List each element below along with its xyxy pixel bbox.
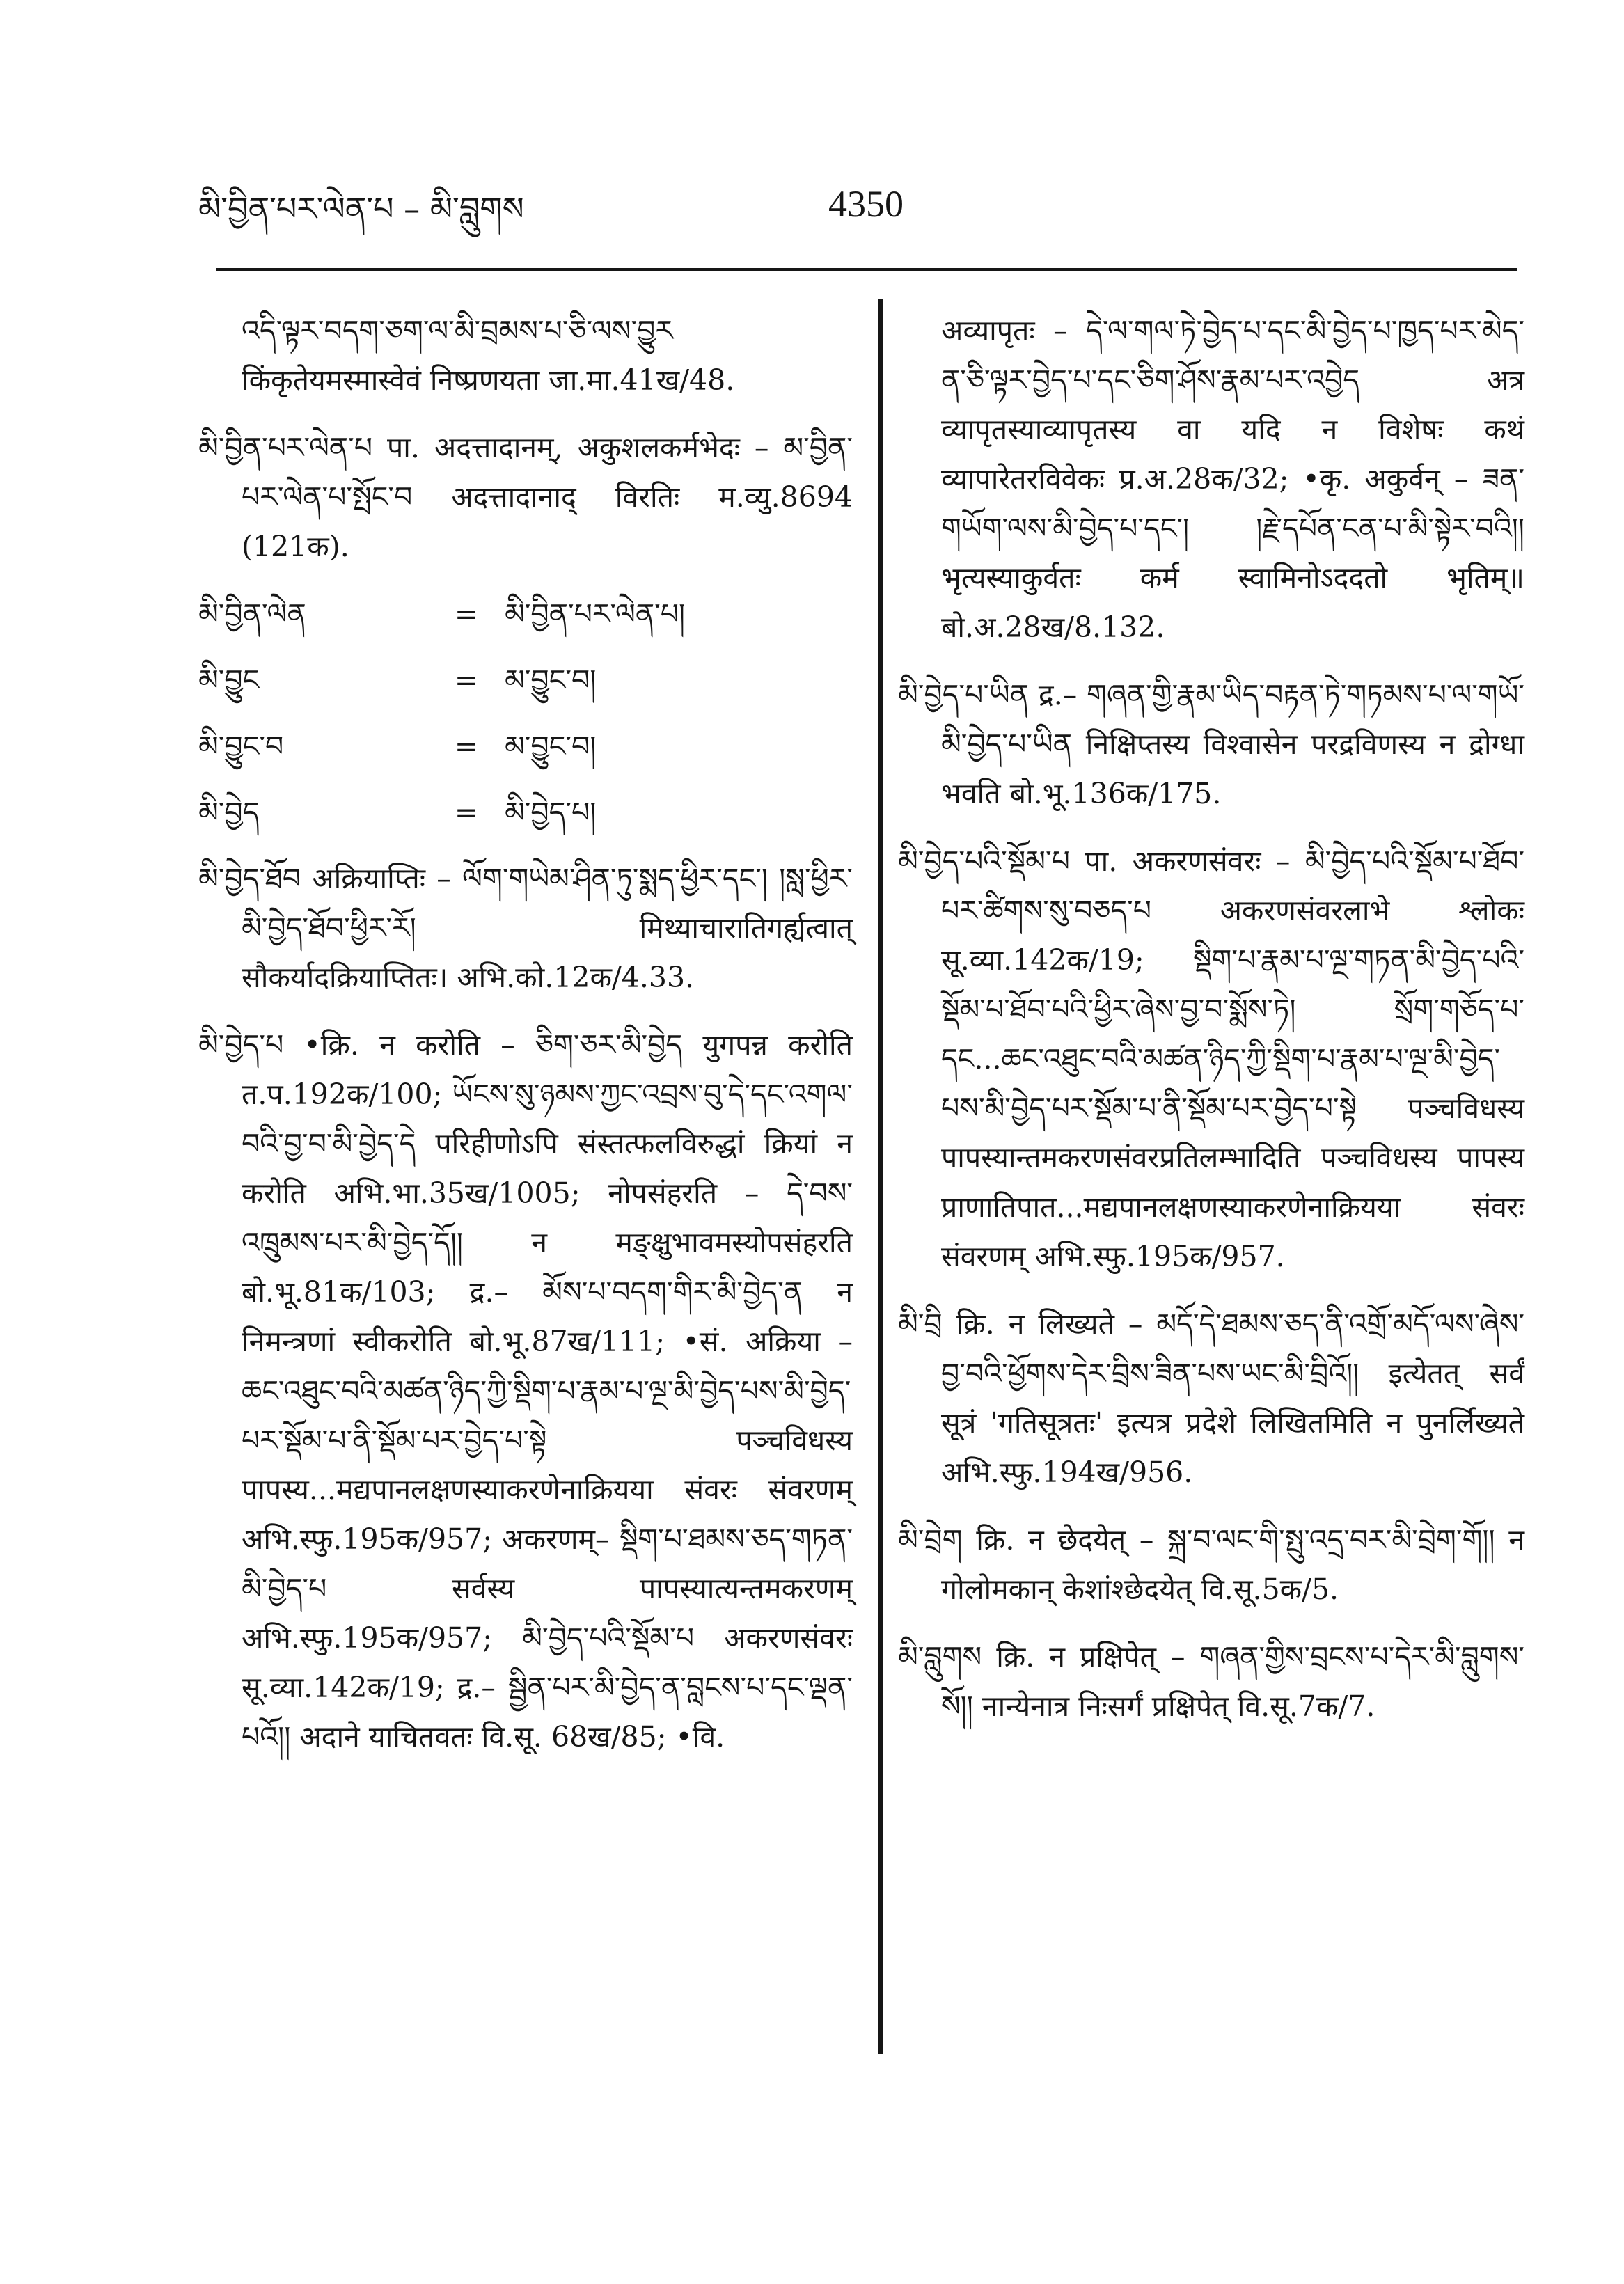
- header-rule: [216, 268, 1517, 271]
- column-divider: [878, 299, 883, 2054]
- xref-term: མི་བྱིན་ལེན: [198, 597, 306, 631]
- dictionary-entry: མི་བླུགས क्रि. न प्रक्षिपेत् – གཞན་གྱིས་བྲངས་པ་དེར་མི་བླུགས་སོ།། नान्येनात्र निःसर्गं प्रक्षिपेत् वि.सू.7क/7.: [898, 1640, 1524, 1723]
- xref-target: མ་བྱུང་བ།: [505, 663, 597, 697]
- dictionary-entry: མི་བྱེད་པའི་སྡོམ་པ पा. अकरणसंवरः – མི་བྱེད་པའི་སྡོམ་པ་ཐོབ་པར་ཚིགས་སུ་བཅད་པ अकरणसंवरलाभे श्लोकः सू.व्या.142क/19; སྡིག་པ་རྣམ་པ་ལྔ་གཏན་མི་བྱེད་པའི་སྡོམ་པ་ཐོབ་པའི་ཕྱིར་ཞེས་བྱ་བ་སྨོས་ཏེ། སྲོག་གཅོད་པ་དང...ཆང་འཐུང་བའི་མཚན་ཉིད་ཀྱི་སྡིག་པ་རྣམ་པ་ལྔ་མི་བྱེད་པས་མི་བྱེད་པར་སྡོམ་པ་ནི་སྡོམ་པར་བྱེད་པ་སྟེ पञ्चविधस्य पापस्यान्तमकरणसंवरप्रतिलम्भादिति पञ्चविधस्य पापस्य प्राणातिपात...मद्यपानलक्षणस्याकरणेनाक्रियया संवरः संवरणम् अभि.स्फु.195क/957.: [898, 844, 1524, 1273]
- dictionary-entry: མི་བྱེད་པ •क्रि. न करोति – ཅིག་ཅར་མི་བྱེད युगपन्न करोति त.प.192क/100; ཡོངས་སུ་ཉམས་ཀྱང་འབྲས་བུ་དེ་དང་འགལ་བའི་བྱ་བ་མི་བྱེད་དེ परिहीणोऽपि संस्तत्फलविरुद्धां क्रियां न करोति अभि.भा.35ख/1005; नोपसंहरति – དེ་བས་འཁྲུམས་པར་མི་བྱེད་དོ།། न मङ्क्षुभावमस्योपसंहरति बो.भू.81क/103; द्र.– མོས་པ་བདག་གིར་མི་བྱེད་ན न निमन्त्रणां स्वीकरोति बो.भू.87ख/111; •सं. अक्रिया – ཆང་འཐུང་བའི་མཚན་ཉིད་ཀྱི་སྡིག་པ་རྣམ་པ་ལྔ་མི་བྱེད་པས་མི་བྱེད་པར་སྡོམ་པ་ནི་སྡོམ་པར་བྱེད་པ་སྟེ पञ्चविधस्य पापस्य...मद्यपानलक्षणस्याकरणेनाक्रियया संवरः संवरणम् अभि.स्फु.195क/957; अकरणम्– སྡིག་པ་ཐམས་ཅད་གཏན་མི་བྱེད་པ सर्वस्य पापस्यात्यन्तमकरणम् अभि.स्फु.195क/957; མི་བྱེད་པའི་སྡོམ་པ अकरणसंवरः सू.व्या.142क/19; द्र.– སྦྱིན་པར་མི་བྱེད་ན་བླངས་པ་དང་ལྡན་པའོ།། अदाने याचितवतः वि.सू. 68ख/85; •वि.: [198, 1028, 853, 1754]
- cross-reference: [198, 788, 853, 837]
- xref-term: མི་བྱེད: [198, 796, 260, 829]
- page-number: 4350: [828, 183, 904, 225]
- left-column: [198, 306, 853, 1780]
- continuation-text: अव्यापृतः – དེ་ལ་གལ་ཏེ་བྱེད་པ་དང་མི་བྱེད་པ་ཁྱད་པར་མེད་ན་ཅི་ལྟར་བྱེད་པ་དང་ཅིག་ཤོས་རྣམ་པར་འབྱེད अत्र व्यापृतस्याव्यापृतस्य वा यदि न विशेषः कथं व्यापारेतरविवेकः प्र.अ.28क/32; •कृ. अकुर्वन् – ཟན་གཡོག་ལས་མི་བྱེད་པ་དང་། །རྗེ་དཔོན་ངན་པ་མི་སྟེར་བའི།། भृत्यस्याकुर्वतः कर्म स्वामिनोऽददतो भृतिम्॥ बो.अ.28ख/8.132.: [941, 314, 1524, 644]
- cross-reference: [198, 590, 853, 639]
- xref-equals: =: [454, 663, 479, 697]
- dictionary-entry: མི་བྱེད་པ་ཡིན द्र.– གཞན་གྱི་རྣམ་ཡིད་བརྟན་ཏེ་གཏམས་པ་ལ་གཡོ་མི་བྱེད་པ་ཡིན निक्षिप्तस्य विश्वासेन परद्रविणस्य न द्रोग्धा भवति बो.भू.136क/175.: [898, 678, 1524, 810]
- xref-target: མ་བྱུང་བ།: [505, 730, 597, 763]
- dictionary-entry: མི་བྲི क्रि. न लिख्यते – མདོ་དེ་ཐམས་ཅད་ནི་འགྲོ་མདོ་ལས་ཞེས་བྱ་བའི་ཕྱོགས་དེར་བྲིས་ཟིན་པས་ཡང་མི་བྲིའོ།། इत्येतत् सर्वं सूत्रं 'गतिसूत्रतः' इत्यत्र प्रदेशे लिखितमिति न पुनर्लिख्यते अभि.स्फु.194ख/956.: [898, 1307, 1524, 1489]
- dictionary-entry: མི་བྱིན་པར་ལེན་པ पा. अदत्तादानम्, अकुशलकर्मभेदः – མ་བྱིན་པར་ལེན་པ་སྤོང་བ अदत्तादानाद् विरतिः म.व्यु.8694 (121क).: [198, 431, 853, 563]
- xref-equals: =: [454, 597, 479, 631]
- xref-equals: =: [454, 730, 479, 763]
- xref-target: མི་བྱེད་པ།: [505, 796, 597, 829]
- dictionary-entry: མི་བྲེག क्रि. न छेदयेत् – སྐྲ་བ་ལང་གི་སྤུ་འདྲ་བར་མི་བྲེག་གོ།། न गोलोमकान् केशांश्छेदयेत् वि.सू.5क/5.: [898, 1523, 1524, 1606]
- dictionary-entry: མི་བྱེད་ཐོབ अक्रियाप्तिः – ལོག་གཡེམ་ཤིན་ཏུ་སྨད་ཕྱིར་དང་། །སླ་ཕྱིར་མི་བྱེད་ཐོབ་ཕྱིར་རོ། मिथ्याचारातिगर्ह्यत्वात् सौकर्यादक्रियाप्तितः। अभि.को.12क/4.33.: [198, 862, 853, 994]
- cross-reference: [198, 656, 853, 705]
- xref-term: མི་བྱུང་བ: [198, 730, 284, 763]
- continuation-text: འདི་ལྟར་བདག་ཅག་ལ་མི་བྲམས་པ་ཅི་ལས་བྱུར किंकृतेयमस्मास्वेवं निष्प्रणयता जा.मा.41ख/48.: [242, 314, 735, 397]
- xref-target: མི་བྱིན་པར་ལེན་པ།: [505, 597, 686, 631]
- xref-term: མི་བྱུང: [198, 663, 260, 697]
- running-head: མི་བྱིན་པར་ལེན་པ – མི་བླུགས: [198, 190, 524, 228]
- right-column: [898, 306, 1524, 1749]
- cross-reference: [198, 722, 853, 771]
- xref-equals: =: [454, 796, 479, 829]
